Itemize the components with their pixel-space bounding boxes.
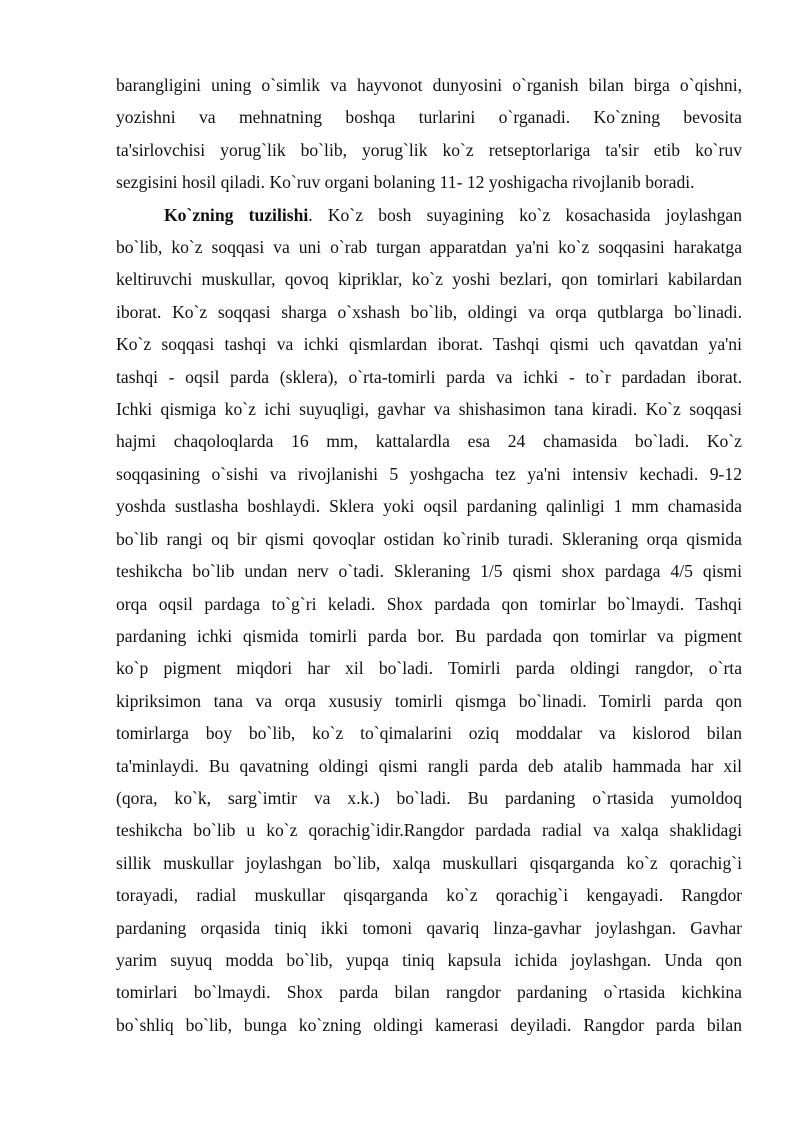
text-line: yoshda sustlasha boshlaydi. Sklera yoki oqsil pardaning qalinligi 1 mm chamasida — [116, 496, 742, 517]
text-line: ko`p pigment miqdori har xil bo`ladi. Tomirli parda oldingi rangdor, o`rta — [116, 658, 742, 679]
text-line: Ichki qismiga ko`z ichi suyuqligi, gavhar va shishasimon tana kiradi. Ko`z soqqasi — [116, 399, 742, 420]
text-line: teshikcha bo`lib undan nerv o`tadi. Skleraning 1/5 qismi shox pardaga 4/5 qismi — [116, 561, 742, 582]
text-line: pardaning orqasida tiniq ikki tomoni qavariq linza-gavhar joylashgan. Gavhar — [116, 917, 742, 938]
text-line: tomirlari bo`lmaydi. Shox parda bilan rangdor pardaning o`rtasida kichkina — [116, 982, 742, 1003]
section-heading: Ko`zning tuzilishi — [164, 204, 309, 225]
text-line: pardaning ichki qismida tomirli parda bor. Bu pardada qon tomirlar va pigment — [116, 625, 742, 646]
text-line: sillik muskullar joylashgan bo`lib, xalqa muskullari qisqarganda ko`z qorachig`i — [116, 852, 742, 873]
document-page — [116, 69, 742, 1041]
text-line: barangligini uning o`simlik va hayvonot dunyosini o`rganish bilan birga o`qishni, — [116, 75, 742, 95]
text-line: kipriksimon tana va orqa xususiy tomirli qismga bo`linadi. Tomirli parda qon — [116, 690, 742, 711]
text-line: tashqi - oqsil parda (sklera), o`rta-tomirli parda va ichki - to`r pardadan iborat. — [116, 366, 742, 387]
text-line: bo`lib, ko`z soqqasi va uni o`rab turgan apparatdan ya'ni ko`z soqqasini harakatga — [116, 237, 742, 258]
text-line: hajmi chaqoloqlarda 16 mm, kattalardla esa 24 chamasida bo`ladi. Ko`z — [116, 431, 742, 452]
heading-line-rest: . Ko`z bosh suyagining ko`z kosachasida joylashgan — [308, 204, 742, 225]
text-line: keltiruvchi muskullar, qovoq kipriklar, ko`z yoshi bezlari, qon tomirlari kabilardan — [116, 269, 742, 290]
text-line: yozishni va mehnatning boshqa turlarini o`rganadi. Ko`zning bevosita — [116, 107, 742, 128]
text-line: bo`shliq bo`lib, bunga ko`zning oldingi kamerasi deyiladi. Rangdor parda bilan — [116, 1014, 742, 1035]
text-line: tomirlarga boy bo`lib, ko`z to`qimalarini oziq moddalar va kislorod bilan — [116, 723, 742, 744]
text-line: sezgisini hosil qiladi. Ko`ruv organi bolaning 11- 12 yoshigacha rivojlanib boradi. — [116, 172, 695, 193]
text-line: teshikcha bo`lib u ko`z qorachig`idir.Rangdor pardada radial va xalqa shaklidagi — [116, 820, 742, 841]
eye-structure-paragraph — [116, 199, 742, 1042]
heading-line — [116, 199, 742, 231]
text-line: yarim suyuq modda bo`lib, yupqa tiniq kapsula ichida joylashgan. Unda qon — [116, 949, 742, 970]
text-line: Ko`z soqqasi tashqi va ichki qismlardan iborat. Tashqi qismi uch qavatdan ya'ni — [116, 334, 742, 355]
text-line: soqqasining o`sishi va rivojlanishi 5 yoshgacha tez ya'ni intensiv kechadi. 9-12 — [116, 463, 742, 484]
intro-paragraph — [116, 69, 742, 199]
text-line: iborat. Ko`z soqqasi sharga o`xshash bo`lib, oldingi va orqa qutblarga bo`linadi. — [116, 301, 742, 322]
text-line: bo`lib rangi oq bir qismi qovoqlar ostidan ko`rinib turadi. Skleraning orqa qismida — [116, 528, 742, 549]
text-line: orqa oqsil pardaga to`g`ri keladi. Shox pardada qon tomirlar bo`lmaydi. Tashqi — [116, 593, 742, 614]
text-line: (qora, ko`k, sarg`imtir va x.k.) bo`ladi. Bu pardaning o`rtasida yumoldoq — [116, 787, 742, 808]
text-line: ta'minlaydi. Bu qavatning oldingi qismi rangli parda deb atalib hammada har xil — [116, 755, 742, 776]
text-line: ta'sirlovchisi yorug`lik bo`lib, yorug`lik ko`z retseptorlariga ta'sir etib ko`ruv — [116, 139, 742, 160]
text-line: torayadi, radial muskullar qisqarganda ko`z qorachig`i kengayadi. Rangdor — [116, 885, 742, 906]
